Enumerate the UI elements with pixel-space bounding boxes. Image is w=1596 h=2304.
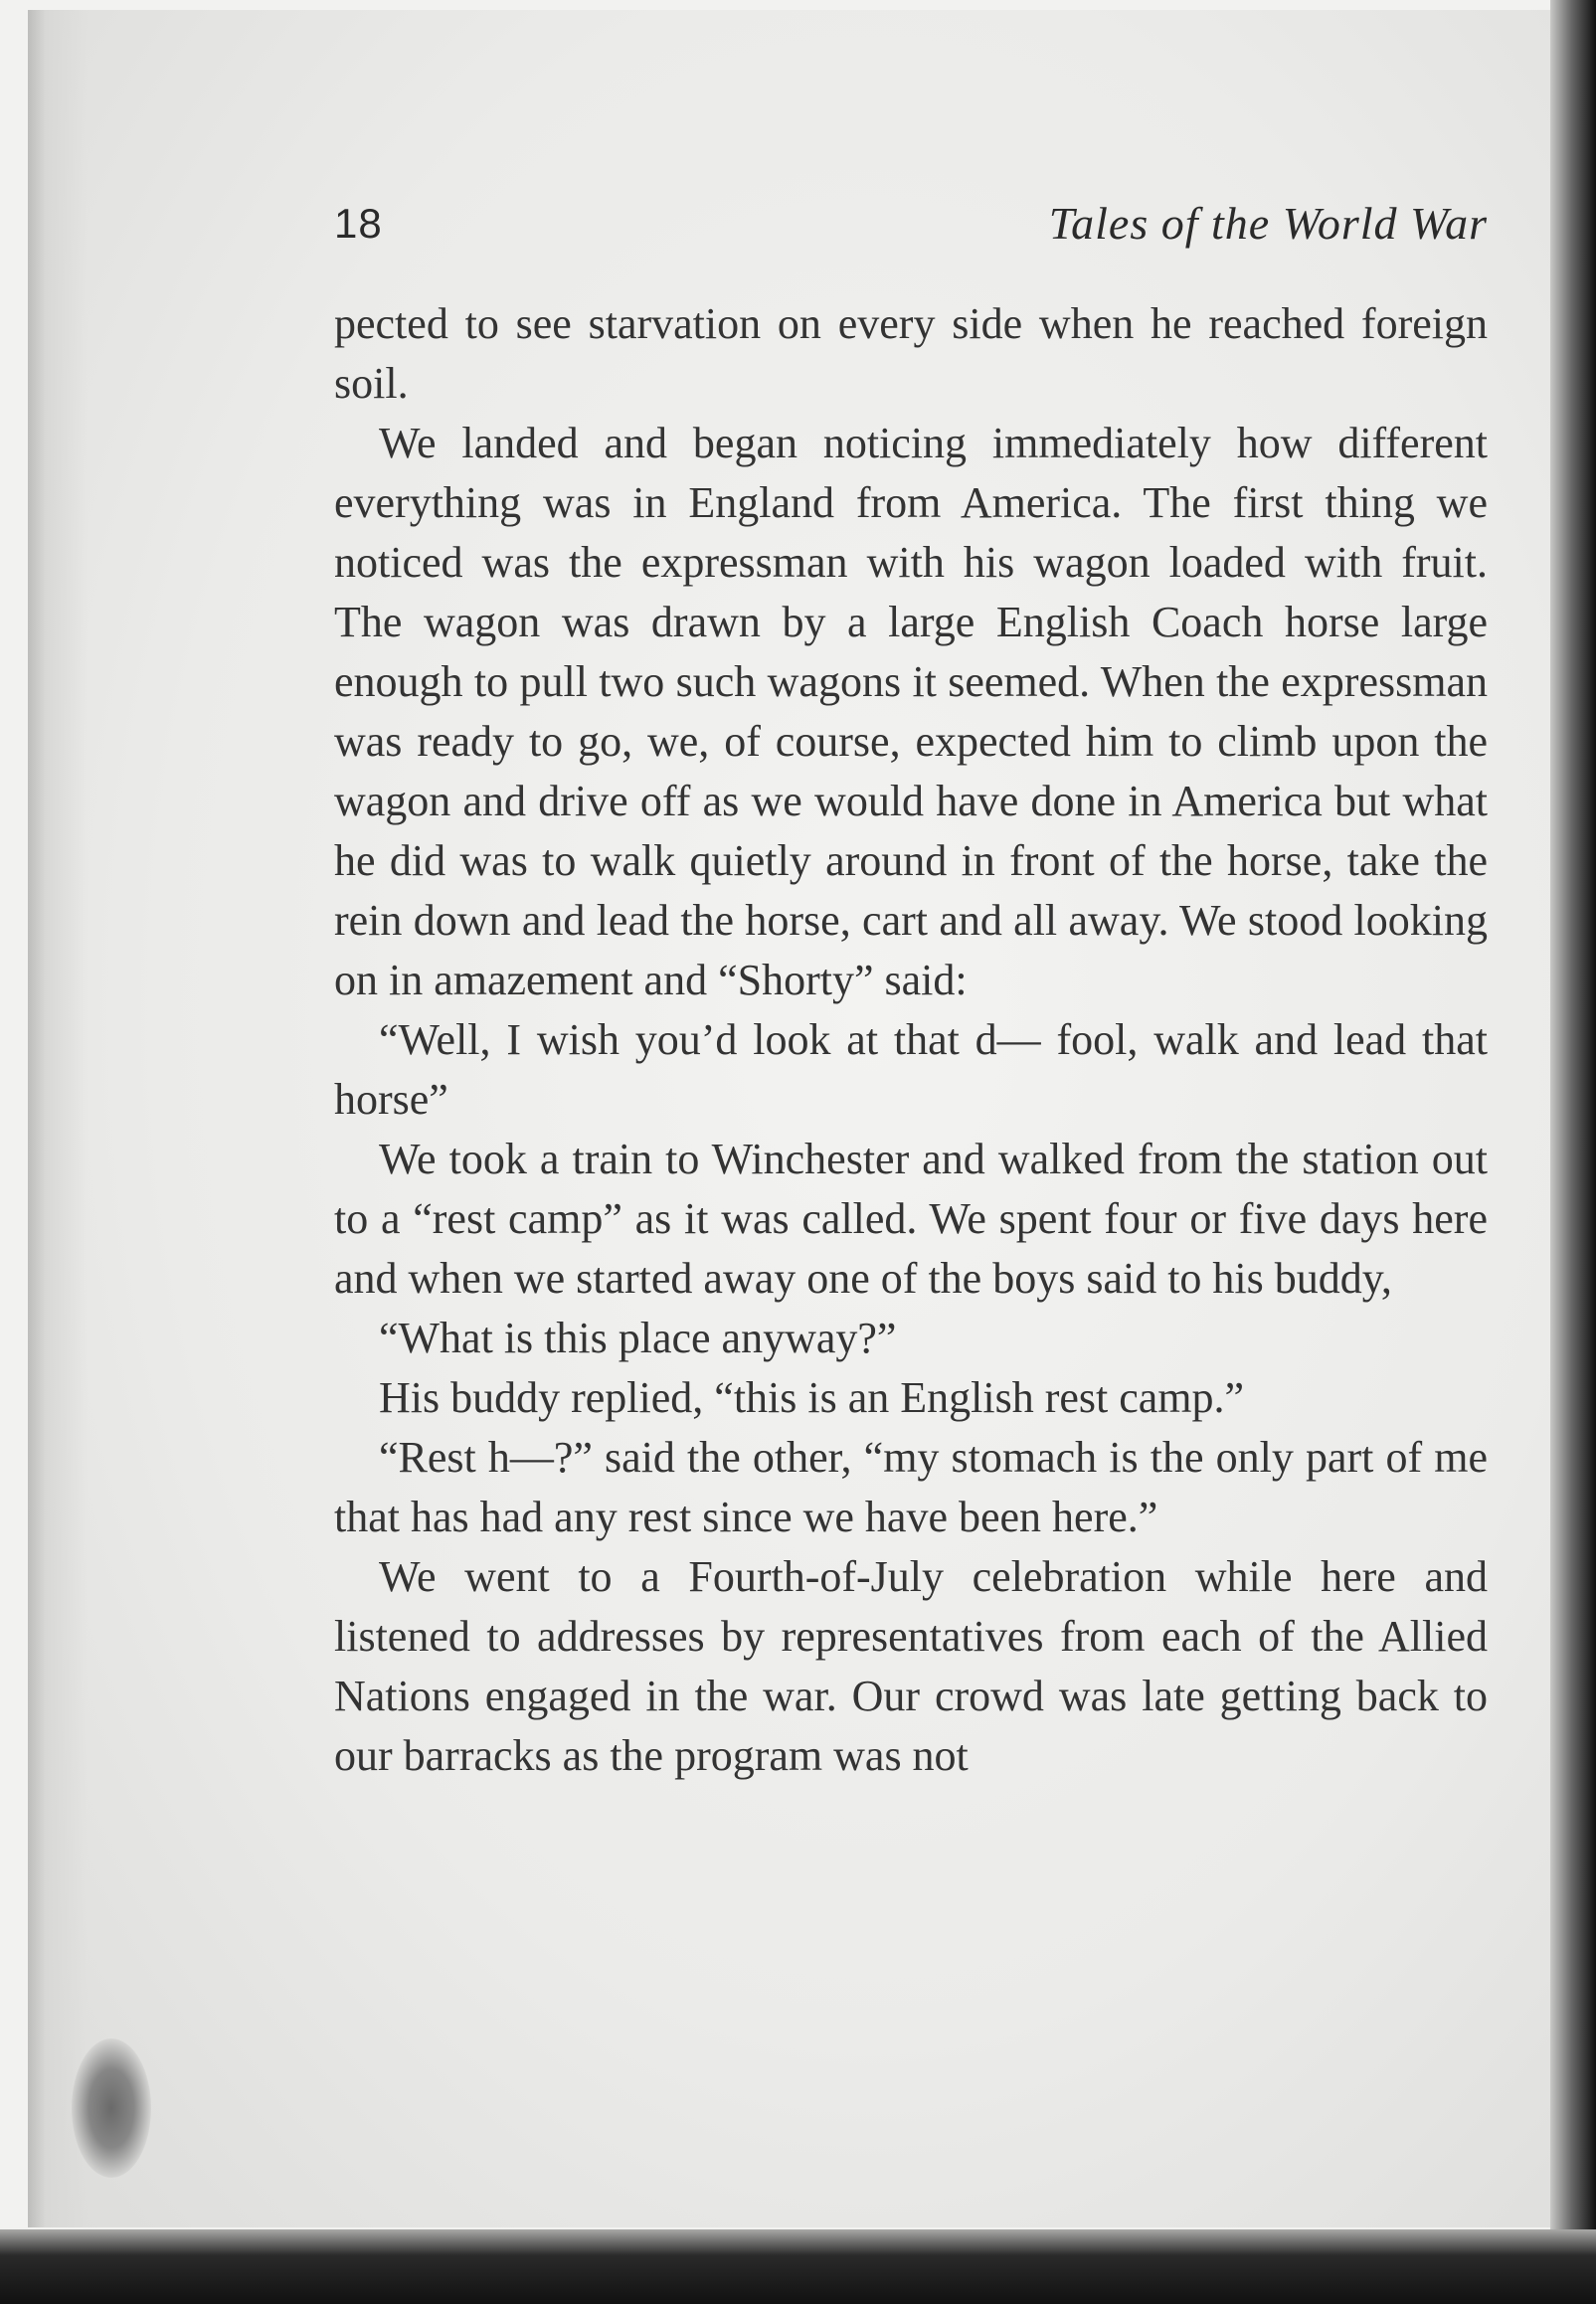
paragraph: We went to a Fourth-of-July celebration while here and listened to addresses by representatives from each of the Allied Nations engaged in the war. Our crowd was late getting back to our barracks as the program was not [334,1552,1488,1780]
scan-bottom-edge [0,2229,1596,2304]
running-head [334,189,1488,259]
paragraph: “What is this place anyway?” [379,1314,897,1362]
paragraph: pected to see starvation on every side when he reached foreign soil. [334,299,1488,408]
book-spine-edge [1550,0,1596,2304]
thumb-smudge-mark [72,2038,151,2178]
paragraph: We took a train to Winchester and walked from the station out to a “rest camp” as it was called. We spent four or five days here and when we started away one of the boys said to his buddy, [334,1135,1488,1303]
book-title: Tales of the World War [1048,198,1488,249]
paragraph: “Well, I wish you’d look at that d— fool, walk and lead that horse” [334,1015,1488,1124]
paragraph: His buddy replied, “this is an English rest camp.” [379,1373,1245,1422]
paragraph: We landed and began noticing immediately how different everything was in England from America. The first thing we noticed was the expressman with his wagon loaded with fruit. The wagon was drawn by a large English Coach horse large enough to pull two such wagons it seemed. When the expressman was ready to go, we, of course, expected him to climb upon the wagon and drive off as we would have done in America but what he did was to walk quietly around in front of the horse, take the rein down and lead the horse, cart and all away. We stood looking on in amazement and “Shorty” said: [334,419,1488,1004]
paragraph: “Rest h—?” said the other, “my stomach is the only part of me that has had any rest since we have been here.” [334,1433,1488,1541]
page-gutter-shadow [28,10,88,2227]
body-text [334,294,1488,1786]
page-number: 18 [334,200,383,247]
